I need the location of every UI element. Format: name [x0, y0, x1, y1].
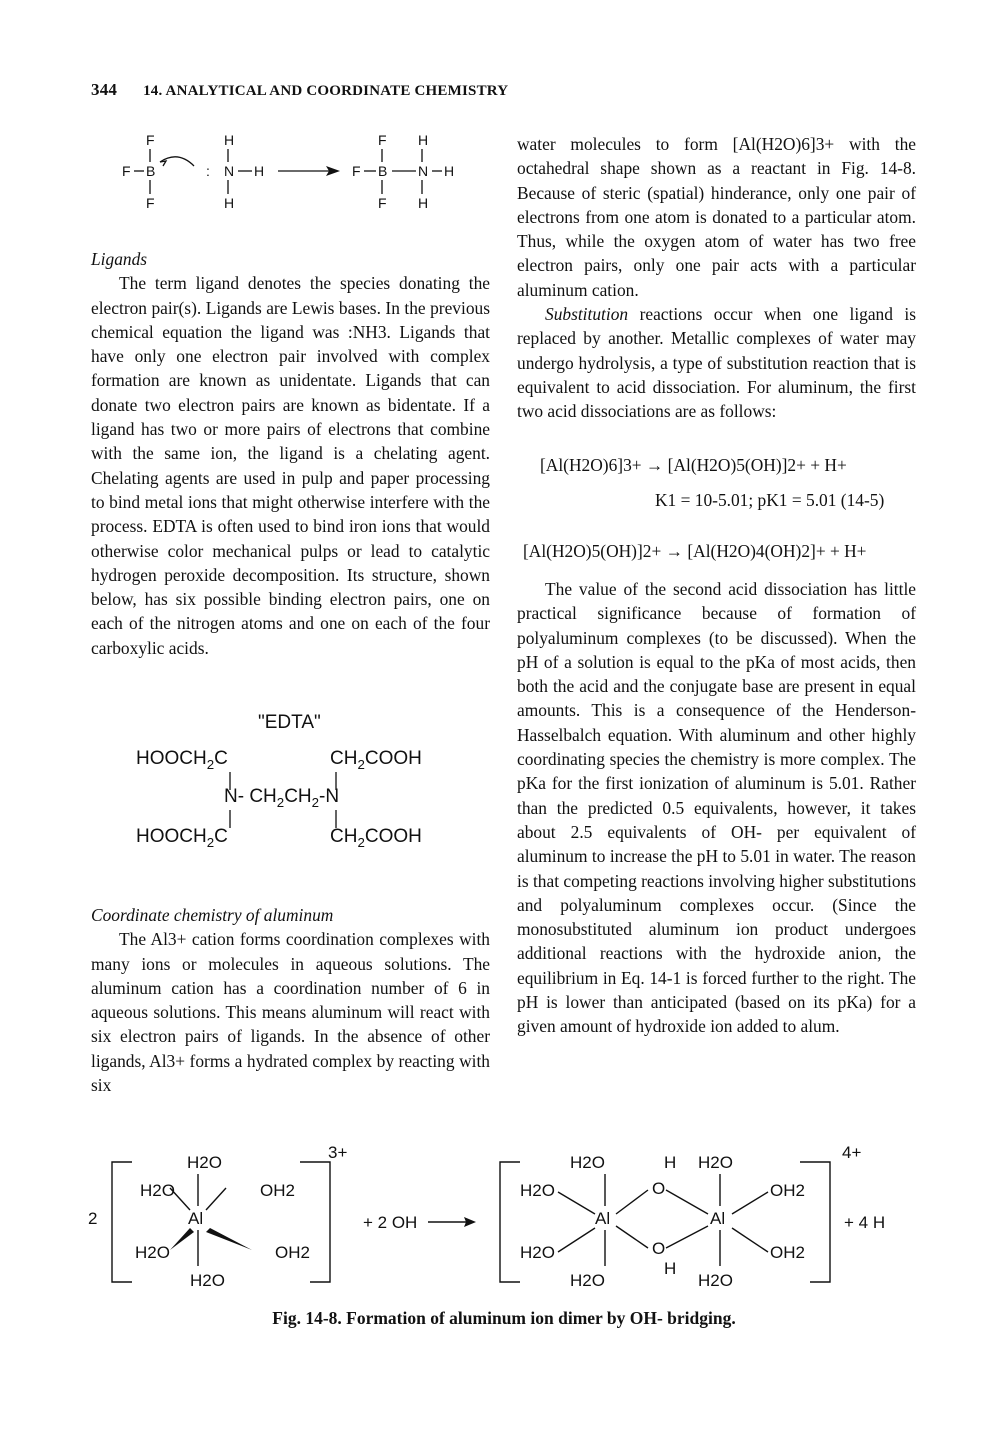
right-paragraph-1: water molecules to form [Al(H2O)6]3+ with the octahedral shape shown as a reactant in Fig. 14-8. Because of steric (spatial) hinderance, only one pair of electrons from one atom is donated to a particular atom. Thus, while the oxygen atom of water has two free electron pairs, only one pair acts with a particular aluminum cation. — [517, 134, 916, 300]
product-h-right: H — [444, 163, 455, 179]
equation-1: [Al(H2O)6]3+ → [Al(H2O)5(OH)]2+ + H+ — [540, 455, 847, 475]
bridge-h-bottom: H — [664, 1259, 677, 1278]
dimer-h2o-top-left: H2O — [570, 1153, 605, 1172]
edta-center-chain: N- $CH_2CH_2-N$ — [224, 786, 340, 810]
product-h-top: H — [418, 132, 429, 148]
aluminum-section — [91, 903, 490, 1097]
atom-h-right: H — [254, 163, 265, 179]
right-paragraph-3: The value of the second acid dissociation has little practical significance because of formation of polyaluminum complexes (to be discussed). When the pH of a solution is equal to the pKa of most acids, then both the acid and the conjugate base are present in equal amounts. This is a consequence of the Henderson-Hasselbalch equation. With aluminum and other highly coordinating species the chemistry is more complex. The pKa for the first ionization of aluminum is 5.01. Rather than the predicted 0.5 equivalents, however, it takes about 2.5 equivalents of OH- per equivalent of aluminum to increase the pH to 5.01 in water. The reason is that competing reactions involving higher substitutions and polyaluminum complexes occur. (Since the monosubstituted aluminum ion product undergoes additional reactions with the hydroxide anion, the equilibrium in Eq. 14-1 is forced further to the right. The pH is lower than anticipated (based on its pKa) for a given amount of hydroxide ion added to alum. — [517, 579, 916, 1037]
atom-h-top: H — [224, 132, 235, 148]
bridge-o-bottom: O — [652, 1239, 666, 1258]
atom-f-top: F — [146, 132, 155, 148]
al-dimer-right: Al — [710, 1209, 726, 1228]
ligand-h2o-upper-left: H2O — [140, 1181, 175, 1200]
dimer-h2o-upper-left: H2O — [520, 1181, 555, 1200]
charge-right: 4+ — [842, 1143, 862, 1162]
dimer-h2o-bottom-left: H2O — [570, 1271, 605, 1290]
product-f-top: F — [378, 132, 387, 148]
edta-bonds — [130, 712, 470, 862]
product-f-bottom: F — [378, 195, 387, 211]
dimer-h2o-lower-left: H2O — [520, 1243, 555, 1262]
figure-caption: Fig. 14-8. Formation of aluminum ion dimer by OH- bridging. — [272, 1308, 736, 1328]
right-column — [517, 132, 916, 424]
running-header — [91, 80, 508, 100]
product-h-bottom: H — [418, 195, 429, 211]
atom-f-left: F — [122, 163, 131, 179]
running-title: 14. ANALYTICAL AND COORDINATE CHEMISTRY — [143, 83, 509, 99]
left-column — [91, 247, 490, 660]
edta-structure — [130, 712, 470, 862]
equation-1-constant: K1 = 10-5.01; pK1 = 5.01 (14-5) — [655, 490, 885, 510]
aluminum-paragraph: The Al3+ cation forms coordination complexes with many ions or molecules in aqueous solutions. The aluminum cation has a coordination number of 6 in aqueous solutions. This means aluminum will react with six electron pairs of ligands. In the absence of other ligands, Al3+ forms a hydrated complex by reacting with six — [91, 929, 490, 1096]
atom-n: N — [224, 163, 235, 179]
substitution-term: Substitution — [545, 304, 629, 325]
al-center-left: Al — [188, 1209, 204, 1228]
dimer-oh2-upper-right: OH2 — [770, 1181, 805, 1200]
al-dimer-left: Al — [595, 1209, 611, 1228]
ligand-h2o-lower-left: H2O — [135, 1243, 170, 1262]
edta-group-top-right: $CH_2COOH$ — [330, 748, 422, 772]
ligand-oh2-upper-right: OH2 — [260, 1181, 295, 1200]
atom-b: B — [146, 163, 156, 179]
edta-group-bottom-left: $HOOCH_2C$ — [136, 826, 228, 850]
reagent-hydroxide: + 2 OH — [363, 1213, 418, 1232]
dimer-h2o-bottom-right: H2O — [698, 1271, 733, 1290]
ligands-heading: Ligands — [91, 249, 148, 269]
right-paragraph-2-rest: reactions occur when one ligand is replaced by another. Metallic complexes of water may undergo hydrolysis, a type of substitution reaction that is equivalent to acid dissociation. For aluminum, the first two acid dissociations are as follows: — [517, 304, 916, 422]
lone-pair-dots: : — [206, 163, 210, 179]
atom-h-bottom: H — [224, 195, 235, 211]
ligand-h2o-bottom: H2O — [190, 1271, 225, 1290]
product-b: B — [378, 163, 388, 179]
product-water: + 4 H — [844, 1213, 886, 1232]
ligand-oh2-lower-right: OH2 — [275, 1243, 310, 1262]
right-column-continued — [517, 577, 916, 1039]
bridge-o-top: O — [652, 1179, 666, 1198]
aluminum-heading: Coordinate chemistry of aluminum — [91, 905, 334, 925]
product-f-left: F — [352, 163, 361, 179]
ligands-paragraph: The term ligand denotes the species donating the electron pair(s). Ligands are Lewis bases. In the previous chemical equation the ligand was :NH3. Ligands that have only one electron pair involved with complex formation are known as unidentate. Ligands that can donate two electron pairs are known as bidentate. If a ligand has two or more pairs of electrons that combine with the same ion, the ligand is a chelating agent. Chelating agents are used in pulp and paper processing to bind metal ions that might otherwise interfere with the process. EDTA is often used to bind iron ions that would otherwise color mechanical pulps or lead to catalytic hydrogen peroxide decomposition. Its structure, shown below, has six possible binding electron pairs, one on each of the nitrogen atoms and one on each of the four carboxylic acids. — [91, 273, 490, 658]
product-n: N — [418, 163, 429, 179]
edta-group-top-left: $HOOCH_2C$ — [136, 748, 228, 772]
dimer-h2o-top-right: H2O — [698, 1153, 733, 1172]
page-number: 344 — [91, 80, 118, 99]
dimer-oh2-lower-right: OH2 — [770, 1243, 805, 1262]
right-paragraph-2 — [517, 302, 916, 423]
figure-14-8 — [80, 1140, 940, 1300]
lewis-reaction-diagram — [118, 128, 478, 228]
edta-group-bottom-right: $CH_2COOH$ — [330, 826, 422, 850]
equation-2: [Al(H2O)5(OH)]2+ → [Al(H2O)4(OH)2]+ + H+ — [523, 541, 867, 561]
ligand-h2o-top: H2O — [187, 1153, 222, 1172]
edta-label: "EDTA" — [258, 712, 321, 733]
charge-left: 3+ — [328, 1143, 348, 1162]
coefficient: 2 — [88, 1209, 98, 1228]
bridge-h-top: H — [664, 1153, 677, 1172]
atom-f-bottom: F — [146, 195, 155, 211]
